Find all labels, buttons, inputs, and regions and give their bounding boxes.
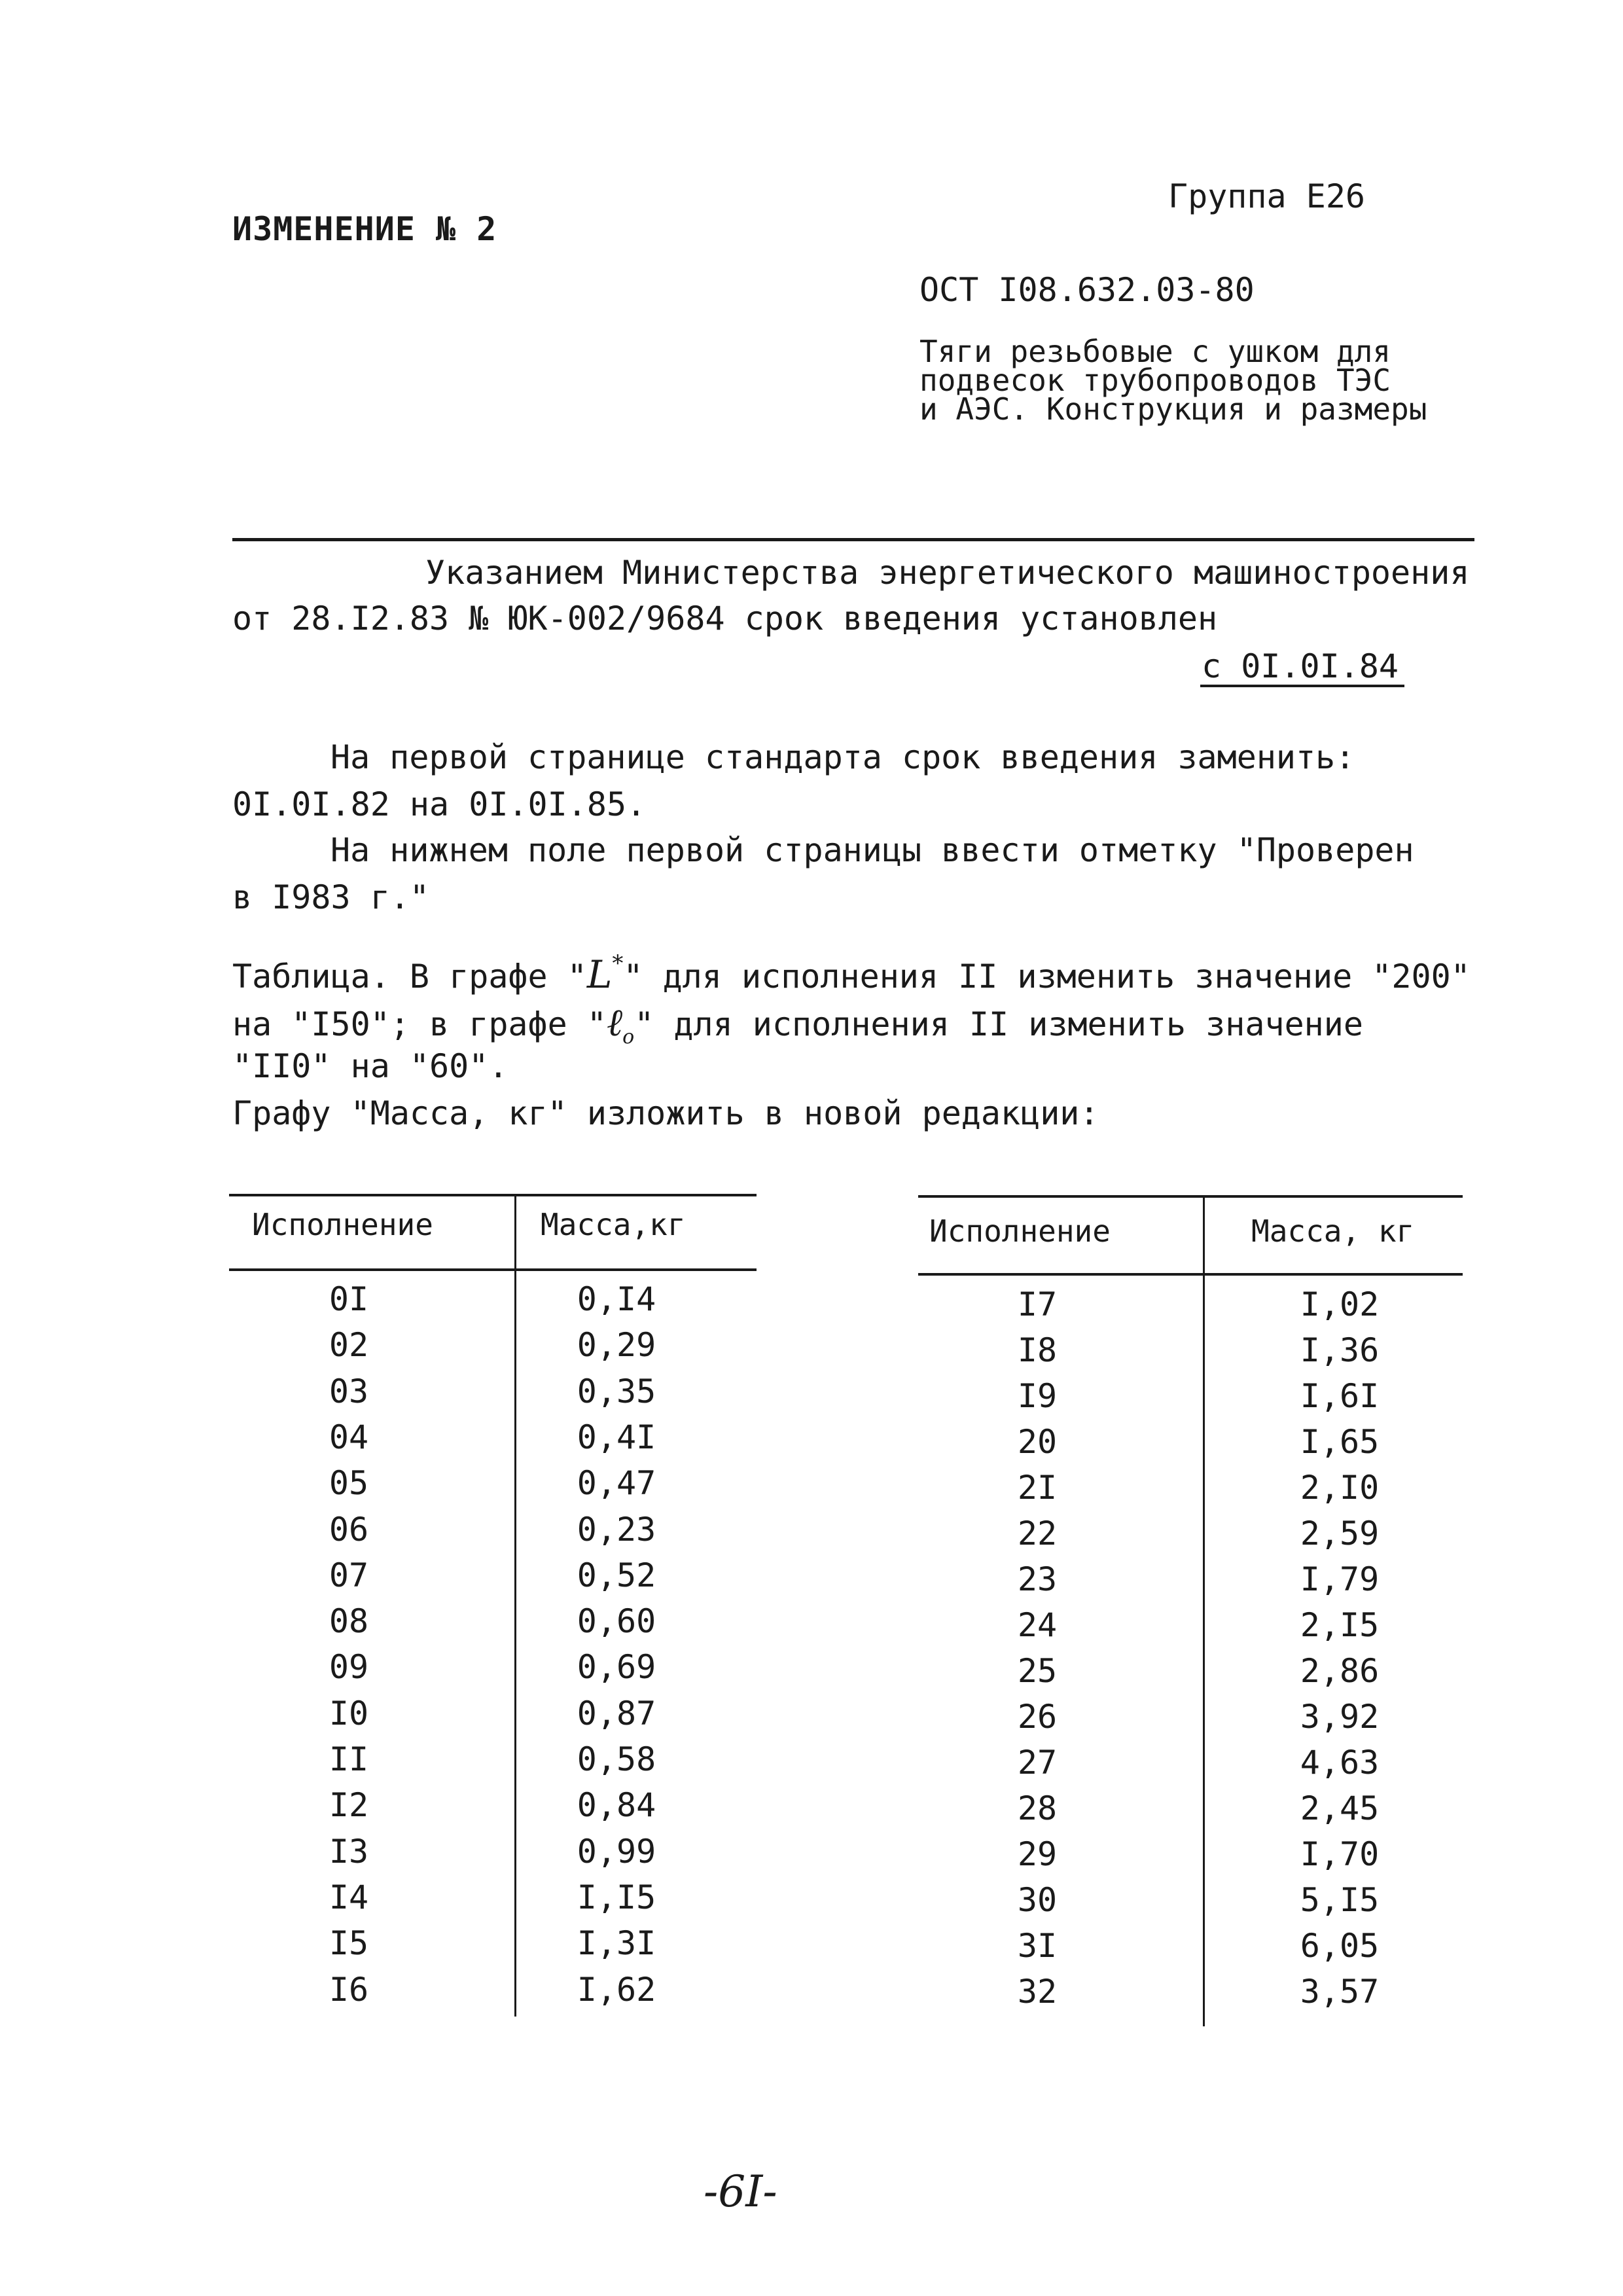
table-column-divider bbox=[514, 1195, 516, 2017]
cell-variant: 24 bbox=[1017, 1606, 1058, 1644]
cell-mass: 3,57 bbox=[1300, 1973, 1380, 2011]
cell-variant: 26 bbox=[1017, 1698, 1058, 1736]
paragraph-3-line-2 bbox=[232, 1000, 1363, 1049]
cell-variant: I0 bbox=[329, 1694, 369, 1732]
cell-variant: I7 bbox=[1017, 1285, 1058, 1323]
cell-variant: 27 bbox=[1017, 1744, 1058, 1782]
cell-mass: 0,58 bbox=[577, 1740, 656, 1778]
table-header-rule bbox=[918, 1273, 1463, 1276]
cell-variant: 03 bbox=[329, 1372, 369, 1410]
cell-variant: I9 bbox=[1017, 1377, 1058, 1415]
header-mass: Масса, кг bbox=[1251, 1213, 1415, 1249]
cell-mass: 0,29 bbox=[577, 1326, 656, 1365]
cell-mass: 2,I0 bbox=[1300, 1469, 1380, 1507]
cell-variant: 06 bbox=[329, 1510, 369, 1549]
page-number: -6I- bbox=[704, 2166, 777, 2217]
cell-mass: 0,23 bbox=[577, 1510, 656, 1549]
cell-variant: 2I bbox=[1017, 1469, 1058, 1507]
cell-variant: 07 bbox=[329, 1556, 369, 1594]
cell-variant: 32 bbox=[1017, 1973, 1058, 2011]
change-heading: ИЗМЕНЕНИЕ № 2 bbox=[232, 210, 497, 248]
header-variant: Исполнение bbox=[929, 1213, 1111, 1249]
paragraph-4: Графу "Масса, кг" изложить в новой редакции: bbox=[232, 1094, 1099, 1132]
paragraph-1-line-1: На первой странице стандарта срок введения заменить: bbox=[330, 738, 1355, 776]
title-line: подвесок трубопроводов ТЭС bbox=[919, 363, 1391, 398]
symbol-letter: ℓ bbox=[606, 1000, 623, 1045]
cell-mass: I,36 bbox=[1300, 1331, 1380, 1369]
cell-mass: 0,60 bbox=[577, 1602, 656, 1641]
cell-variant: I4 bbox=[329, 1878, 369, 1916]
cell-mass: I,70 bbox=[1300, 1835, 1380, 1873]
decree-line-2: от 28.I2.83 № ЮК-002/9684 срок введения установлен bbox=[232, 600, 1218, 637]
effective-date-underline bbox=[1200, 685, 1404, 687]
cell-mass: 0,99 bbox=[577, 1832, 656, 1871]
text: Таблица. В графе " bbox=[232, 958, 587, 996]
header-mass: Масса,кг bbox=[541, 1207, 686, 1242]
cell-variant: I5 bbox=[329, 1924, 369, 1963]
cell-variant: 20 bbox=[1017, 1423, 1058, 1461]
cell-mass: I,I5 bbox=[577, 1878, 656, 1916]
cell-mass: 2,59 bbox=[1300, 1515, 1380, 1552]
cell-variant: II bbox=[329, 1740, 369, 1778]
cell-mass: 5,I5 bbox=[1300, 1881, 1380, 1919]
cell-variant: 22 bbox=[1017, 1515, 1058, 1552]
cell-variant: I2 bbox=[329, 1786, 369, 1825]
cell-variant: 3I bbox=[1017, 1927, 1058, 1965]
cell-mass: 3,92 bbox=[1300, 1698, 1380, 1736]
text: " для исполнения II изменить значение bbox=[634, 1005, 1363, 1043]
table-top-rule bbox=[229, 1194, 757, 1196]
symbol-letter: L bbox=[586, 952, 613, 997]
cell-mass: 2,I5 bbox=[1300, 1606, 1380, 1644]
cell-mass: I,62 bbox=[577, 1970, 656, 2009]
cell-mass: I,02 bbox=[1300, 1285, 1380, 1323]
cell-mass: 0,35 bbox=[577, 1372, 656, 1410]
table-top-rule bbox=[918, 1195, 1463, 1198]
cell-mass: I,79 bbox=[1300, 1560, 1380, 1598]
cell-mass: 2,86 bbox=[1300, 1652, 1380, 1690]
paragraph-3-line-1 bbox=[232, 952, 1471, 997]
standard-number: ОСТ I08.632.03-80 bbox=[919, 271, 1255, 309]
table-header-rule bbox=[229, 1268, 757, 1271]
cell-variant: I3 bbox=[329, 1832, 369, 1871]
cell-variant: 05 bbox=[329, 1464, 369, 1503]
header-rule bbox=[232, 538, 1474, 541]
cell-variant: 30 bbox=[1017, 1881, 1058, 1919]
symbol-superscript: * bbox=[612, 950, 624, 977]
paragraph-1-line-2: 0I.0I.82 на 0I.0I.85. bbox=[232, 785, 647, 823]
cell-variant: 0I bbox=[329, 1280, 369, 1318]
cell-mass: I,6I bbox=[1300, 1377, 1380, 1415]
cell-variant: 29 bbox=[1017, 1835, 1058, 1873]
cell-mass: 2,45 bbox=[1300, 1789, 1380, 1827]
cell-variant: 28 bbox=[1017, 1789, 1058, 1827]
cell-variant: 04 bbox=[329, 1418, 369, 1456]
decree-line-1: Указанием Министерства энергетического машиностроения bbox=[425, 554, 1470, 592]
cell-variant: I6 bbox=[329, 1970, 369, 2009]
title-line: Тяги резьбовые с ушком для bbox=[919, 334, 1391, 369]
standard-title bbox=[919, 334, 1427, 427]
cell-variant: 23 bbox=[1017, 1560, 1058, 1598]
cell-mass: 0,69 bbox=[577, 1648, 656, 1687]
cell-mass: 0,52 bbox=[577, 1556, 656, 1594]
symbol-subscript: o bbox=[622, 1026, 635, 1049]
cell-mass: 0,4I bbox=[577, 1418, 656, 1456]
header-variant: Исполнение bbox=[252, 1207, 433, 1242]
cell-mass: 4,63 bbox=[1300, 1744, 1380, 1782]
cell-mass: I,3I bbox=[577, 1924, 656, 1963]
cell-variant: 09 bbox=[329, 1648, 369, 1687]
paragraph-2-line-1: На нижнем поле первой страницы ввести отметку "Проверен bbox=[330, 831, 1414, 869]
cell-variant: I8 bbox=[1017, 1331, 1058, 1369]
title-line: и АЭС. Конструкция и размеры bbox=[919, 391, 1427, 427]
cell-mass: 0,84 bbox=[577, 1786, 656, 1825]
symbol-L-star bbox=[587, 952, 624, 997]
cell-mass: 6,05 bbox=[1300, 1927, 1380, 1965]
cell-mass: 0,87 bbox=[577, 1694, 656, 1732]
table-column-divider bbox=[1203, 1196, 1205, 2026]
cell-mass: 0,47 bbox=[577, 1464, 656, 1503]
paragraph-3-line-3: "II0" на "60". bbox=[232, 1047, 508, 1085]
effective-date: с 0I.0I.84 bbox=[1202, 647, 1399, 685]
cell-variant: 25 bbox=[1017, 1652, 1058, 1690]
group-label: Группа Е26 bbox=[1168, 177, 1366, 215]
cell-mass: 0,I4 bbox=[577, 1280, 656, 1318]
text: " для исполнения II изменить значение "200" bbox=[623, 958, 1471, 996]
cell-variant: 08 bbox=[329, 1602, 369, 1641]
cell-mass: I,65 bbox=[1300, 1423, 1380, 1461]
text: на "I50"; в графе " bbox=[232, 1005, 607, 1043]
symbol-l0 bbox=[606, 1000, 635, 1049]
cell-variant: 02 bbox=[329, 1326, 369, 1365]
paragraph-2-line-2: в I983 г." bbox=[232, 878, 430, 916]
